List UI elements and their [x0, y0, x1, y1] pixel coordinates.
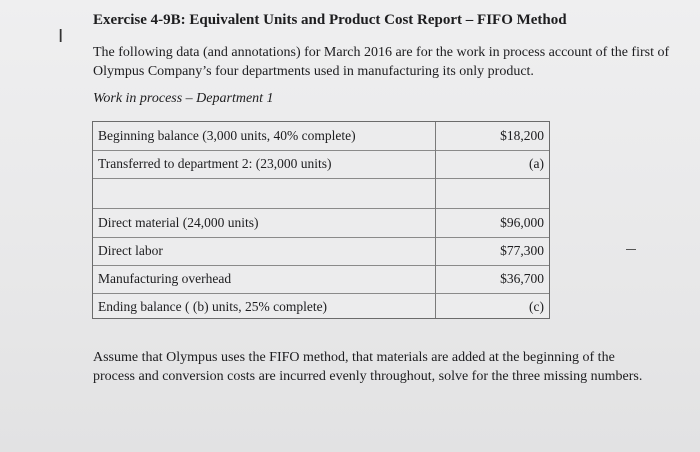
ledger-row-label: Transferred to department 2: (23,000 units): [98, 156, 332, 171]
ledger-row-label: Ending balance ( (b) units, 25% complete): [98, 299, 328, 314]
assumption-paragraph: Assume that Olympus uses the FIFO method, that materials are added at the beginning of the process and conversion costs are incurred evenly throughout, solve for the three missing numbers.: [93, 350, 643, 384]
ledger-row-label: Direct material (24,000 units): [98, 215, 259, 230]
ledger-row-label: Beginning balance (3,000 units, 40% complete): [98, 128, 356, 143]
text-cursor-icon: I: [58, 26, 64, 47]
ledger-row-blank: [93, 178, 549, 209]
ledger-row-amount: $96,000: [500, 215, 544, 230]
ledger-row-overhead: [93, 265, 549, 294]
ledger-row-amount: (a): [529, 156, 544, 171]
ledger-row-label: Direct labor: [98, 243, 163, 258]
ledger-row-label: Manufacturing overhead: [98, 271, 232, 286]
ledger-row-amount: $77,300: [500, 243, 544, 258]
ledger-row-transferred: [93, 150, 549, 179]
exercise-title: Exercise 4-9B: Equivalent Units and Product Cost Report – FIFO Method: [93, 12, 567, 28]
ledger-row-beginning-balance: [93, 122, 549, 151]
ledger-row-amount: (c): [529, 299, 544, 314]
ledger-row-amount: $18,200: [500, 128, 544, 143]
ledger-row-ending-balance: [93, 293, 549, 321]
ledger-row-amount: $36,700: [500, 271, 544, 286]
intro-paragraph: The following data (and annotations) for March 2016 are for the work in process account of the first of Olympus Company’s four departments used in manufacturing its only product.: [93, 45, 670, 79]
ledger-column-divider: [435, 122, 436, 318]
work-in-process-ledger: [92, 121, 550, 319]
pen-mark: [626, 249, 636, 250]
ledger-row-direct-material: [93, 209, 549, 238]
ledger-row-direct-labor: [93, 237, 549, 266]
account-title: Work in process – Department 1: [93, 91, 274, 106]
